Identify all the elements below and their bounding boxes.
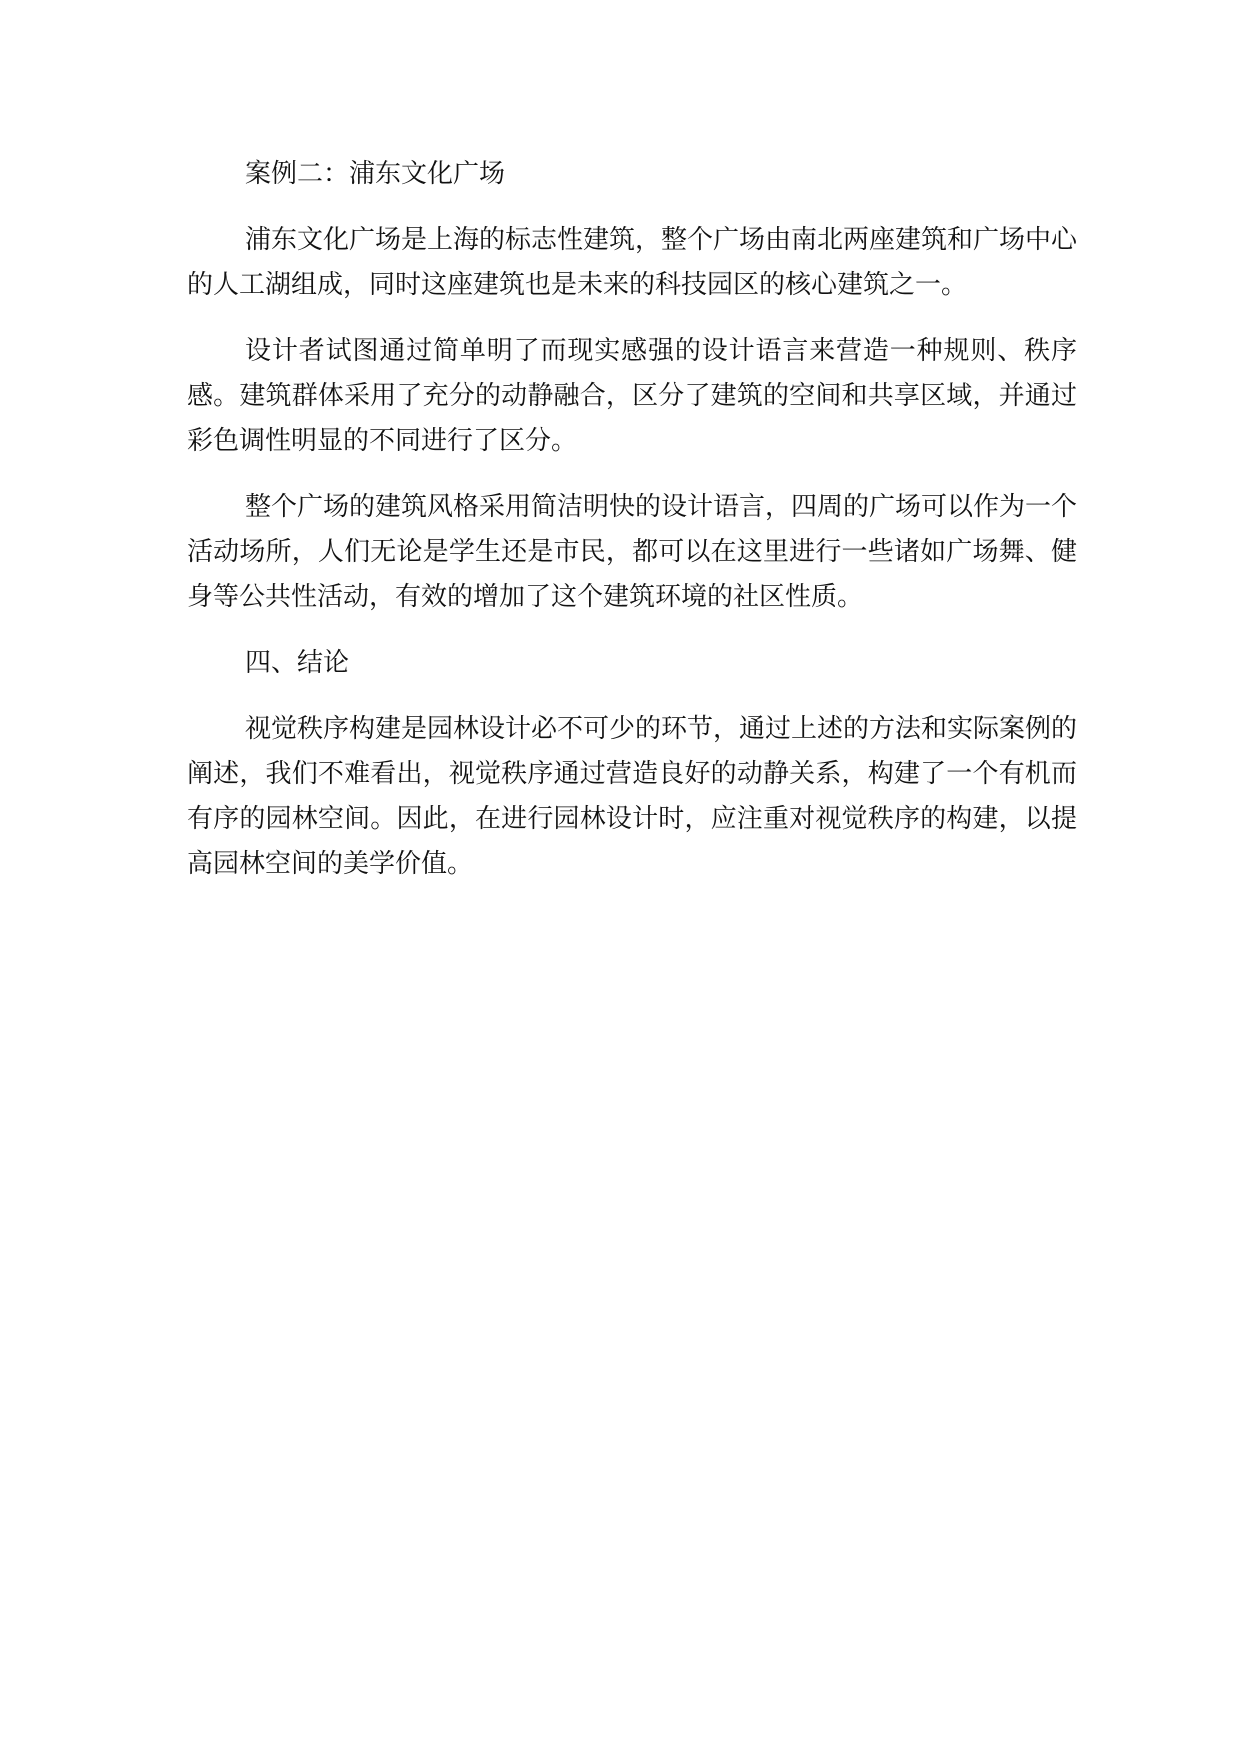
paragraph-2: 设计者试图通过简单明了而现实感强的设计语言来营造一种规则、秩序感。建筑群体采用了充分的动静融合，区分了建筑的空间和共享区域，并通过彩色调性明显的不同进行了区分。 (187, 336, 1077, 456)
document-body (187, 152, 1077, 908)
paragraph-1: 浦东文化广场是上海的标志性建筑，整个广场由南北两座建筑和广场中心的人工湖组成，同时这座建筑也是未来的科技园区的核心建筑之一。 (187, 225, 1078, 300)
section-heading: 四、结论 (245, 648, 350, 678)
paragraph-4: 视觉秩序构建是园林设计必不可少的环节，通过上述的方法和实际案例的阐述，我们不难看出，视觉秩序通过营造良好的动静关系，构建了一个有机而有序的园林空间。因此，在进行园林设计时，应注重对视觉秩序的构建，以提高园林空间的美学价值。 (187, 714, 1078, 879)
paragraph-3: 整个广场的建筑风格采用简洁明快的设计语言，四周的广场可以作为一个活动场所，人们无论是学生还是市民，都可以在这里进行一些诸如广场舞、健身等公共性活动，有效的增加了这个建筑环境的社区性质。 (187, 492, 1078, 612)
case-heading: 案例二：浦东文化广场 (245, 159, 506, 189)
